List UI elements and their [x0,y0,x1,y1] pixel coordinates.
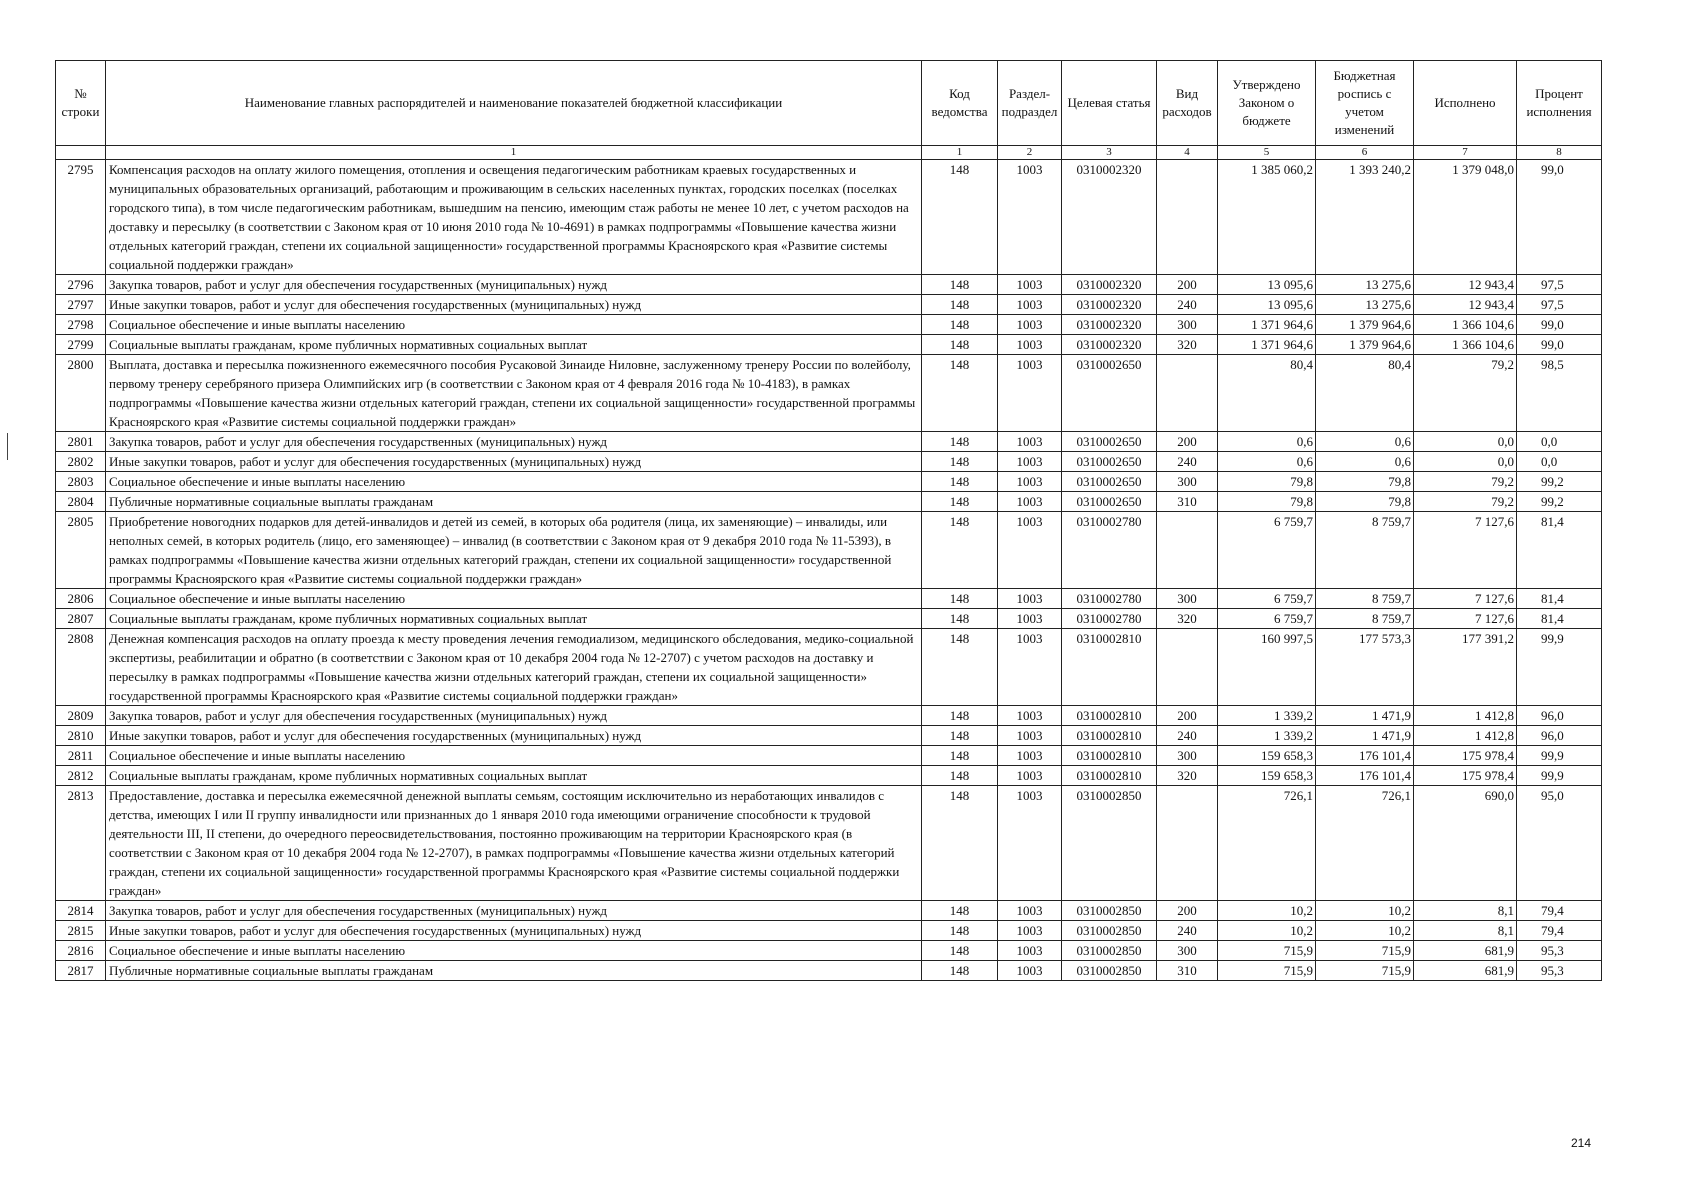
row-number-cell: 2796 [56,275,106,295]
approved-amount-cell: 10,2 [1218,901,1316,921]
approved-amount-cell: 1 371 964,6 [1218,335,1316,355]
column-index: 1 [922,146,998,160]
row-number-cell: 2797 [56,295,106,315]
section-cell: 1003 [998,512,1062,589]
budget-plan-cell: 726,1 [1316,786,1414,901]
percent-cell: 99,2 [1517,472,1602,492]
column-index: 5 [1218,146,1316,160]
indicator-name-cell: Социальное обеспечение и иные выплаты населению [106,589,922,609]
section-cell: 1003 [998,432,1062,452]
dept-code-cell: 148 [922,160,998,275]
approved-amount-cell: 13 095,6 [1218,275,1316,295]
dept-code-cell: 148 [922,901,998,921]
row-number-cell: 2814 [56,901,106,921]
indicator-name-cell: Социальное обеспечение и иные выплаты населению [106,315,922,335]
table-row [56,295,1602,315]
expense-type-cell [1157,629,1218,706]
header-expense-type: Вид расходов [1157,61,1218,146]
row-number-cell: 2803 [56,472,106,492]
target-article-cell: 0310002810 [1062,746,1157,766]
executed-amount-cell: 8,1 [1414,921,1517,941]
section-cell: 1003 [998,355,1062,432]
budget-plan-cell: 176 101,4 [1316,746,1414,766]
section-cell: 1003 [998,315,1062,335]
budget-table [55,60,1602,981]
percent-cell: 81,4 [1517,589,1602,609]
row-number-cell: 2798 [56,315,106,335]
section-cell: 1003 [998,706,1062,726]
table-row [56,335,1602,355]
budget-plan-cell: 177 573,3 [1316,629,1414,706]
budget-plan-cell: 715,9 [1316,941,1414,961]
approved-amount-cell: 6 759,7 [1218,512,1316,589]
table-row [56,472,1602,492]
approved-amount-cell: 0,6 [1218,432,1316,452]
budget-plan-cell: 1 471,9 [1316,706,1414,726]
approved-amount-cell: 1 339,2 [1218,726,1316,746]
target-article-cell: 0310002850 [1062,921,1157,941]
row-number-cell: 2804 [56,492,106,512]
indicator-name-cell: Денежная компенсация расходов на оплату проезда к месту проведения лечения гемодиализом, медицинского обследования, медико-социальной экспертизы, реабилитации и обратно (в соответствии с Законом края от 10 декабря 2004 года № 12-2707) с учетом расходов на доставку и пересылку в рамках подпрограммы «Повышение качества жизни отдельных категорий граждан, степени их социальной защищенности» государственной программы Красноярского края «Развитие системы социальной поддержки граждан» [106,629,922,706]
approved-amount-cell: 10,2 [1218,921,1316,941]
target-article-cell: 0310002320 [1062,295,1157,315]
target-article-cell: 0310002320 [1062,335,1157,355]
header-row [56,61,1602,146]
budget-plan-cell: 8 759,7 [1316,512,1414,589]
table-row [56,706,1602,726]
section-cell: 1003 [998,726,1062,746]
budget-plan-cell: 1 471,9 [1316,726,1414,746]
table-row [56,901,1602,921]
table-row [56,452,1602,472]
percent-cell: 99,9 [1517,766,1602,786]
header-target: Целевая статья [1062,61,1157,146]
section-cell: 1003 [998,786,1062,901]
expense-type-cell: 200 [1157,901,1218,921]
header-section: Раздел-подраздел [998,61,1062,146]
budget-plan-cell: 80,4 [1316,355,1414,432]
header-percent: Процент исполнения [1517,61,1602,146]
section-cell: 1003 [998,921,1062,941]
expense-type-cell: 320 [1157,766,1218,786]
indicator-name-cell: Социальное обеспечение и иные выплаты населению [106,472,922,492]
section-cell: 1003 [998,901,1062,921]
percent-cell: 97,5 [1517,295,1602,315]
column-index: 2 [998,146,1062,160]
header-executed: Исполнено [1414,61,1517,146]
percent-cell: 0,0 [1517,452,1602,472]
margin-mark [7,433,8,460]
percent-cell: 99,0 [1517,160,1602,275]
executed-amount-cell: 1 366 104,6 [1414,335,1517,355]
indicator-name-cell: Иные закупки товаров, работ и услуг для обеспечения государственных (муниципальных) нужд [106,452,922,472]
executed-amount-cell: 0,0 [1414,452,1517,472]
row-number-cell: 2813 [56,786,106,901]
section-cell: 1003 [998,766,1062,786]
column-index-row [56,146,1602,160]
target-article-cell: 0310002780 [1062,512,1157,589]
dept-code-cell: 148 [922,335,998,355]
budget-plan-cell: 79,8 [1316,472,1414,492]
section-cell: 1003 [998,589,1062,609]
indicator-name-cell: Закупка товаров, работ и услуг для обеспечения государственных (муниципальных) нужд [106,901,922,921]
table-row [56,726,1602,746]
percent-cell: 95,0 [1517,786,1602,901]
executed-amount-cell: 0,0 [1414,432,1517,452]
section-cell: 1003 [998,492,1062,512]
percent-cell: 95,3 [1517,961,1602,981]
indicator-name-cell: Компенсация расходов на оплату жилого помещения, отопления и освещения педагогическим работникам краевых государственных и муниципальных образовательных организаций, работающим и проживающим в сельских населенных пунктах, городских поселках (поселках городского типа), в том числе педагогическим работникам, вышедшим на пенсию, имеющим стаж работы не менее 10 лет, с учетом расходов на доставку и пересылку (в соответствии с Законом края от 10 июня 2010 года № 10-4691) в рамках подпрограммы «Повышение качества жизни отдельных категорий граждан, степени их социальной защищенности» государственной программы Красноярского края «Развитие системы социальной поддержки граждан» [106,160,922,275]
budget-plan-cell: 8 759,7 [1316,589,1414,609]
row-number-cell: 2795 [56,160,106,275]
header-budget-plan: Бюджетная роспись с учетом изменений [1316,61,1414,146]
target-article-cell: 0310002810 [1062,766,1157,786]
executed-amount-cell: 690,0 [1414,786,1517,901]
column-index: 1 [106,146,922,160]
dept-code-cell: 148 [922,512,998,589]
section-cell: 1003 [998,452,1062,472]
approved-amount-cell: 6 759,7 [1218,589,1316,609]
target-article-cell: 0310002320 [1062,275,1157,295]
executed-amount-cell: 79,2 [1414,472,1517,492]
row-number-cell: 2807 [56,609,106,629]
row-number-cell: 2810 [56,726,106,746]
row-number-cell: 2811 [56,746,106,766]
target-article-cell: 0310002650 [1062,452,1157,472]
target-article-cell: 0310002850 [1062,786,1157,901]
row-number-cell: 2800 [56,355,106,432]
budget-table-sheet [55,60,1602,981]
target-article-cell: 0310002320 [1062,160,1157,275]
executed-amount-cell: 7 127,6 [1414,609,1517,629]
target-article-cell: 0310002650 [1062,492,1157,512]
dept-code-cell: 148 [922,786,998,901]
approved-amount-cell: 79,8 [1218,492,1316,512]
expense-type-cell: 300 [1157,315,1218,335]
table-row [56,589,1602,609]
executed-amount-cell: 12 943,4 [1414,295,1517,315]
column-index: 3 [1062,146,1157,160]
target-article-cell: 0310002650 [1062,432,1157,452]
indicator-name-cell: Иные закупки товаров, работ и услуг для обеспечения государственных (муниципальных) нужд [106,921,922,941]
row-number-cell: 2805 [56,512,106,589]
executed-amount-cell: 175 978,4 [1414,746,1517,766]
row-number-cell: 2815 [56,921,106,941]
approved-amount-cell: 715,9 [1218,961,1316,981]
table-row [56,786,1602,901]
budget-plan-cell: 715,9 [1316,961,1414,981]
expense-type-cell: 310 [1157,492,1218,512]
budget-plan-cell: 0,6 [1316,432,1414,452]
expense-type-cell: 200 [1157,432,1218,452]
row-number-cell: 2801 [56,432,106,452]
target-article-cell: 0310002650 [1062,355,1157,432]
percent-cell: 79,4 [1517,901,1602,921]
indicator-name-cell: Публичные нормативные социальные выплаты гражданам [106,492,922,512]
target-article-cell: 0310002810 [1062,629,1157,706]
target-article-cell: 0310002780 [1062,589,1157,609]
executed-amount-cell: 7 127,6 [1414,512,1517,589]
row-number-cell: 2812 [56,766,106,786]
expense-type-cell: 200 [1157,706,1218,726]
table-row [56,921,1602,941]
dept-code-cell: 148 [922,275,998,295]
executed-amount-cell: 8,1 [1414,901,1517,921]
target-article-cell: 0310002850 [1062,941,1157,961]
target-article-cell: 0310002850 [1062,961,1157,981]
percent-cell: 96,0 [1517,726,1602,746]
section-cell: 1003 [998,629,1062,706]
expense-type-cell: 240 [1157,726,1218,746]
column-index: 8 [1517,146,1602,160]
budget-plan-cell: 13 275,6 [1316,295,1414,315]
table-row [56,941,1602,961]
target-article-cell: 0310002810 [1062,726,1157,746]
row-number-cell: 2808 [56,629,106,706]
row-number-cell: 2806 [56,589,106,609]
dept-code-cell: 148 [922,452,998,472]
indicator-name-cell: Иные закупки товаров, работ и услуг для обеспечения государственных (муниципальных) нужд [106,295,922,315]
dept-code-cell: 148 [922,921,998,941]
executed-amount-cell: 1 379 048,0 [1414,160,1517,275]
dept-code-cell: 148 [922,706,998,726]
table-body [56,160,1602,981]
header-approved: Утверждено Законом о бюджете [1218,61,1316,146]
approved-amount-cell: 80,4 [1218,355,1316,432]
row-number-cell: 2802 [56,452,106,472]
row-number-cell: 2799 [56,335,106,355]
indicator-name-cell: Иные закупки товаров, работ и услуг для обеспечения государственных (муниципальных) нужд [106,726,922,746]
percent-cell: 0,0 [1517,432,1602,452]
expense-type-cell: 300 [1157,941,1218,961]
expense-type-cell: 200 [1157,275,1218,295]
percent-cell: 79,4 [1517,921,1602,941]
section-cell: 1003 [998,609,1062,629]
indicator-name-cell: Социальные выплаты гражданам, кроме публичных нормативных социальных выплат [106,609,922,629]
table-row [56,432,1602,452]
table-row [56,315,1602,335]
percent-cell: 81,4 [1517,609,1602,629]
section-cell: 1003 [998,295,1062,315]
approved-amount-cell: 1 371 964,6 [1218,315,1316,335]
section-cell: 1003 [998,961,1062,981]
section-cell: 1003 [998,335,1062,355]
table-row [56,275,1602,295]
approved-amount-cell: 6 759,7 [1218,609,1316,629]
indicator-name-cell: Закупка товаров, работ и услуг для обеспечения государственных (муниципальных) нужд [106,432,922,452]
expense-type-cell: 240 [1157,921,1218,941]
indicator-name-cell: Приобретение новогодних подарков для детей-инвалидов и детей из семей, в которых оба родителя (лица, их заменяющие) – инвалиды, или неполных семей, в которых родитель (лицо, его заменяющее) – инвалид (в соответствии с Законом края от 9 декабря 2010 года № 11-5393), в рамках подпрограммы «Повышение качества жизни отдельных категорий граждан, степени их социальной защищенности» государственной программы Красноярского края «Развитие системы социальной поддержки граждан» [106,512,922,589]
row-number-cell: 2816 [56,941,106,961]
approved-amount-cell: 715,9 [1218,941,1316,961]
column-index [56,146,106,160]
target-article-cell: 0310002320 [1062,315,1157,335]
expense-type-cell: 240 [1157,452,1218,472]
dept-code-cell: 148 [922,629,998,706]
approved-amount-cell: 1 339,2 [1218,706,1316,726]
header-dept-code: Код ведомства [922,61,998,146]
target-article-cell: 0310002850 [1062,901,1157,921]
approved-amount-cell: 1 385 060,2 [1218,160,1316,275]
expense-type-cell: 240 [1157,295,1218,315]
expense-type-cell [1157,355,1218,432]
table-row [56,961,1602,981]
column-index: 7 [1414,146,1517,160]
executed-amount-cell: 1 412,8 [1414,706,1517,726]
expense-type-cell: 310 [1157,961,1218,981]
table-row [56,629,1602,706]
executed-amount-cell: 79,2 [1414,355,1517,432]
percent-cell: 97,5 [1517,275,1602,295]
expense-type-cell: 320 [1157,335,1218,355]
indicator-name-cell: Социальное обеспечение и иные выплаты населению [106,941,922,961]
budget-plan-cell: 176 101,4 [1316,766,1414,786]
budget-plan-cell: 0,6 [1316,452,1414,472]
row-number-cell: 2817 [56,961,106,981]
expense-type-cell: 300 [1157,589,1218,609]
budget-plan-cell: 8 759,7 [1316,609,1414,629]
table-row [56,160,1602,275]
expense-type-cell [1157,160,1218,275]
executed-amount-cell: 175 978,4 [1414,766,1517,786]
budget-plan-cell: 1 379 964,6 [1316,315,1414,335]
budget-plan-cell: 1 393 240,2 [1316,160,1414,275]
expense-type-cell: 320 [1157,609,1218,629]
section-cell: 1003 [998,746,1062,766]
header-row-no: № строки [56,61,106,146]
indicator-name-cell: Закупка товаров, работ и услуг для обеспечения государственных (муниципальных) нужд [106,275,922,295]
target-article-cell: 0310002780 [1062,609,1157,629]
dept-code-cell: 148 [922,589,998,609]
percent-cell: 81,4 [1517,512,1602,589]
executed-amount-cell: 177 391,2 [1414,629,1517,706]
budget-plan-cell: 13 275,6 [1316,275,1414,295]
section-cell: 1003 [998,472,1062,492]
percent-cell: 99,0 [1517,315,1602,335]
indicator-name-cell: Социальные выплаты гражданам, кроме публичных нормативных социальных выплат [106,335,922,355]
table-row [56,355,1602,432]
table-row [56,492,1602,512]
table-row [56,512,1602,589]
dept-code-cell: 148 [922,315,998,335]
dept-code-cell: 148 [922,492,998,512]
budget-plan-cell: 79,8 [1316,492,1414,512]
dept-code-cell: 148 [922,766,998,786]
section-cell: 1003 [998,941,1062,961]
executed-amount-cell: 79,2 [1414,492,1517,512]
approved-amount-cell: 13 095,6 [1218,295,1316,315]
dept-code-cell: 148 [922,961,998,981]
expense-type-cell [1157,512,1218,589]
column-index: 6 [1316,146,1414,160]
dept-code-cell: 148 [922,472,998,492]
table-row [56,609,1602,629]
target-article-cell: 0310002650 [1062,472,1157,492]
executed-amount-cell: 1 412,8 [1414,726,1517,746]
target-article-cell: 0310002810 [1062,706,1157,726]
percent-cell: 96,0 [1517,706,1602,726]
percent-cell: 99,9 [1517,629,1602,706]
dept-code-cell: 148 [922,295,998,315]
percent-cell: 95,3 [1517,941,1602,961]
dept-code-cell: 148 [922,941,998,961]
indicator-name-cell: Социальное обеспечение и иные выплаты населению [106,746,922,766]
indicator-name-cell: Предоставление, доставка и пересылка ежемесячной денежной выплаты семьям, состоящим исключительно из неработающих инвалидов с детства, имеющих I или II группу инвалидности или признанных до 1 января 2010 года имеющими ограничение способности к трудовой деятельности III, II степени, до очередного переосвидетельствования, постоянно проживающим на территории Красноярского края (в соответствии с Законом края от 10 декабря 2004 года № 12-2707), в рамках подпрограммы «Повышение качества жизни отдельных категорий граждан, степени их социальной защищенности» государственной программы Красноярского края «Развитие системы социальной поддержки граждан» [106,786,922,901]
page-number: 214 [1571,1136,1592,1150]
indicator-name-cell: Закупка товаров, работ и услуг для обеспечения государственных (муниципальных) нужд [106,706,922,726]
percent-cell: 99,0 [1517,335,1602,355]
section-cell: 1003 [998,160,1062,275]
table-row [56,746,1602,766]
executed-amount-cell: 7 127,6 [1414,589,1517,609]
column-index: 4 [1157,146,1218,160]
approved-amount-cell: 726,1 [1218,786,1316,901]
approved-amount-cell: 160 997,5 [1218,629,1316,706]
indicator-name-cell: Выплата, доставка и пересылка пожизненного ежемесячного пособия Русаковой Зинаиде Ниловне, заслуженному тренеру России по волейболу, первому тренеру серебряного призера Олимпийских игр (в соответствии с Законом края от 4 февраля 2016 года № 10-4183), в рамках подпрограммы «Повышение качества жизни отдельных категорий граждан, степени их социальной защищенности» государственной программы Красноярского края «Развитие системы социальной поддержки граждан» [106,355,922,432]
dept-code-cell: 148 [922,746,998,766]
expense-type-cell: 300 [1157,746,1218,766]
approved-amount-cell: 0,6 [1218,452,1316,472]
dept-code-cell: 148 [922,726,998,746]
executed-amount-cell: 681,9 [1414,961,1517,981]
executed-amount-cell: 1 366 104,6 [1414,315,1517,335]
percent-cell: 99,9 [1517,746,1602,766]
approved-amount-cell: 159 658,3 [1218,746,1316,766]
executed-amount-cell: 12 943,4 [1414,275,1517,295]
section-cell: 1003 [998,275,1062,295]
row-number-cell: 2809 [56,706,106,726]
table-row [56,766,1602,786]
indicator-name-cell: Публичные нормативные социальные выплаты гражданам [106,961,922,981]
budget-plan-cell: 10,2 [1316,901,1414,921]
executed-amount-cell: 681,9 [1414,941,1517,961]
percent-cell: 99,2 [1517,492,1602,512]
budget-plan-cell: 1 379 964,6 [1316,335,1414,355]
approved-amount-cell: 79,8 [1218,472,1316,492]
indicator-name-cell: Социальные выплаты гражданам, кроме публичных нормативных социальных выплат [106,766,922,786]
expense-type-cell: 300 [1157,472,1218,492]
dept-code-cell: 148 [922,432,998,452]
header-name: Наименование главных распорядителей и наименование показателей бюджетной классификации [106,61,922,146]
expense-type-cell [1157,786,1218,901]
percent-cell: 98,5 [1517,355,1602,432]
budget-plan-cell: 10,2 [1316,921,1414,941]
approved-amount-cell: 159 658,3 [1218,766,1316,786]
dept-code-cell: 148 [922,609,998,629]
dept-code-cell: 148 [922,355,998,432]
